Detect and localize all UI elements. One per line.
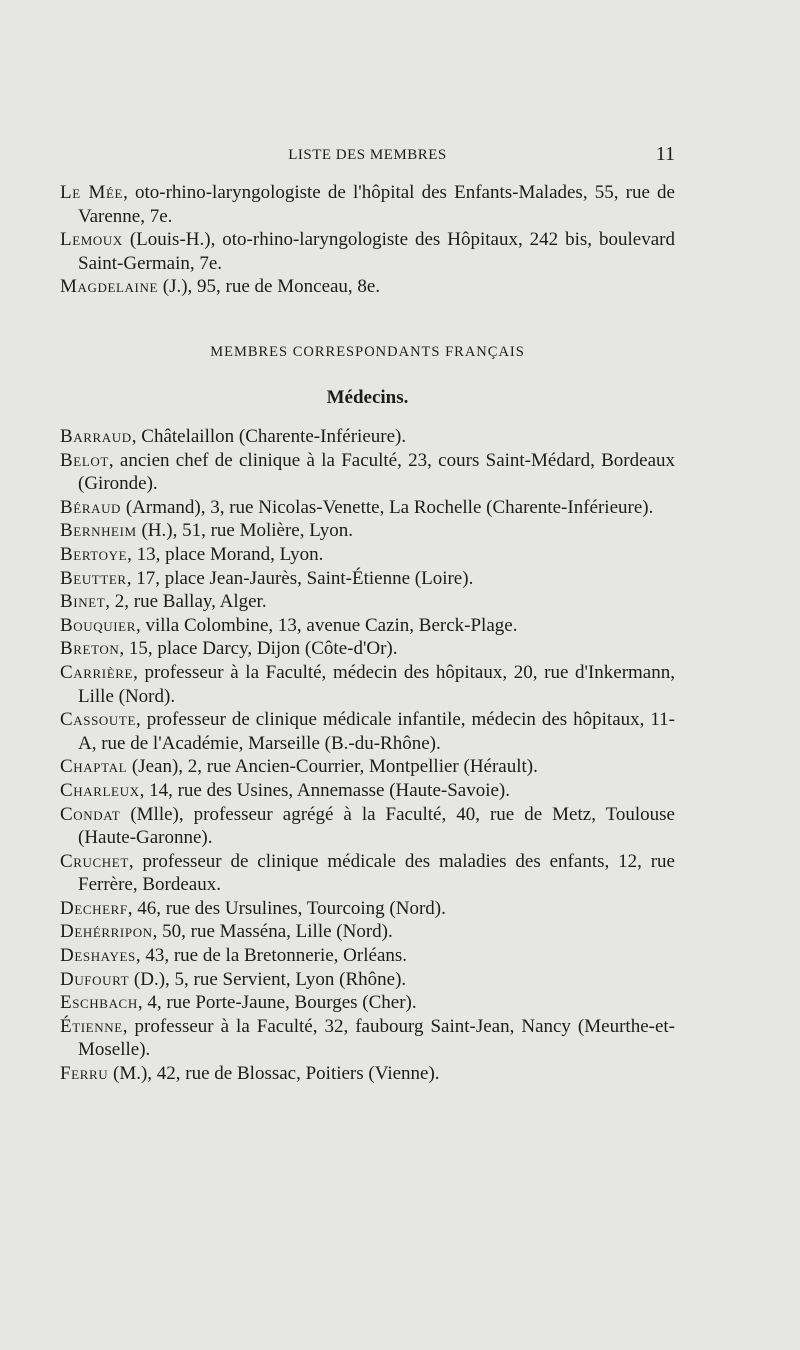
member-name: Étienne bbox=[60, 1015, 123, 1037]
member-entry bbox=[60, 661, 675, 708]
member-details: , professeur à la Faculté, médecin des hôpitaux, 20, rue d'Inkermann, Lille (Nord). bbox=[78, 661, 675, 707]
member-entry bbox=[60, 614, 675, 638]
member-details: , professeur de clinique médicale infantile, médecin des hôpitaux, 11-A, rue de l'Académie, Marseille (B.-du-Rhône). bbox=[78, 709, 675, 754]
member-list-medecins bbox=[60, 425, 675, 1086]
member-details: , 13, place Morand, Lyon. bbox=[127, 543, 324, 565]
member-name: Charleux bbox=[60, 779, 140, 801]
member-name: Magdelaine bbox=[60, 276, 158, 298]
member-entry bbox=[60, 590, 675, 614]
member-name: Dufourt bbox=[60, 968, 130, 990]
member-entry bbox=[60, 228, 675, 275]
member-name: Deshayes bbox=[60, 945, 136, 967]
member-name: Condat bbox=[60, 803, 121, 825]
member-name: Beutter bbox=[60, 567, 127, 589]
member-entry bbox=[60, 1015, 675, 1062]
member-entry bbox=[60, 708, 675, 755]
member-entry bbox=[60, 1062, 675, 1086]
member-details: , 15, place Darcy, Dijon (Côte-d'Or). bbox=[119, 638, 398, 660]
page-number: 11 bbox=[655, 143, 675, 165]
member-name: Dehérripon bbox=[60, 921, 153, 943]
section-title: MEMBRES CORRESPONDANTS FRANÇAIS bbox=[210, 344, 525, 360]
member-name: Breton bbox=[60, 638, 120, 660]
member-details: (D.), 5, rue Servient, Lyon (Rhône). bbox=[129, 968, 407, 990]
member-list-top bbox=[60, 181, 675, 299]
member-name: Eschbach bbox=[60, 992, 138, 1014]
member-entry bbox=[60, 496, 675, 520]
member-details: , 4, rue Porte-Jaune, Bourges (Cher). bbox=[137, 992, 417, 1014]
member-details: , professeur à la Faculté, 32, faubourg Saint-Jean, Nancy (Meurthe-et-Moselle). bbox=[78, 1015, 675, 1061]
member-entry bbox=[60, 181, 675, 228]
member-details: , 14, rue des Usines, Annemasse (Haute-Savoie). bbox=[139, 779, 511, 801]
member-details: , professeur de clinique médicale des maladies des enfants, 12, rue Ferrère, Bordeaux. bbox=[78, 850, 675, 896]
member-name: Béraud bbox=[60, 496, 122, 518]
member-details: , 50, rue Masséna, Lille (Nord). bbox=[152, 921, 393, 943]
member-name: Cruchet bbox=[60, 850, 129, 872]
member-entry bbox=[60, 755, 675, 779]
running-head: LISTE DES MEMBRES bbox=[288, 147, 447, 163]
member-details: (H.), 51, rue Molière, Lyon. bbox=[136, 520, 354, 542]
member-details: , ancien chef de clinique à la Faculté, 23, cours Saint-Médard, Bordeaux (Gironde). bbox=[78, 449, 675, 495]
member-entry bbox=[60, 637, 675, 661]
member-entry bbox=[60, 850, 675, 897]
member-entry bbox=[60, 944, 675, 968]
member-name: Bernheim bbox=[60, 520, 137, 542]
subsection-title: Médecins. bbox=[326, 387, 409, 408]
member-details: , villa Colombine, 13, avenue Cazin, Berck-Plage. bbox=[135, 614, 518, 636]
member-details: (Armand), 3, rue Nicolas-Venette, La Rochelle (Charente-Inférieure). bbox=[121, 496, 654, 518]
member-name: Cassoute bbox=[60, 709, 136, 731]
member-details: (M.), 42, rue de Blossac, Poitiers (Vienne). bbox=[108, 1063, 440, 1085]
member-details: , 2, rue Ballay, Alger. bbox=[105, 591, 267, 613]
member-entry bbox=[60, 920, 675, 944]
member-entry bbox=[60, 803, 675, 850]
member-details: , 17, place Jean-Jaurès, Saint-Étienne (Loire). bbox=[126, 567, 474, 589]
member-name: Decherf bbox=[60, 897, 128, 919]
member-name: Le Mée bbox=[60, 182, 124, 203]
member-name: Binet bbox=[60, 591, 106, 613]
member-name: Bouquier bbox=[60, 614, 136, 636]
member-name: Carrière bbox=[60, 661, 134, 683]
member-details: , 46, rue des Ursulines, Tourcoing (Nord). bbox=[127, 897, 446, 919]
page-header bbox=[60, 143, 675, 171]
member-details: , 43, rue de la Bretonnerie, Orléans. bbox=[135, 945, 408, 967]
member-entry bbox=[60, 779, 675, 803]
member-name: Bertoye bbox=[60, 543, 128, 565]
member-entry bbox=[60, 519, 675, 543]
member-name: Barraud bbox=[60, 426, 132, 447]
member-name: Lemoux bbox=[60, 229, 123, 251]
member-details: , Châtelaillon (Charente-Inférieure). bbox=[131, 426, 407, 447]
member-details: (J.), 95, rue de Monceau, 8e. bbox=[158, 276, 381, 298]
member-entry bbox=[60, 425, 675, 449]
member-entry bbox=[60, 275, 675, 299]
member-details: (Mlle), professeur agrégé à la Faculté, 40, rue de Metz, Toulouse (Haute-Garonne). bbox=[78, 803, 675, 849]
member-entry bbox=[60, 968, 675, 992]
member-details: (Louis-H.), oto-rhino-laryngologiste des Hôpitaux, 242 bis, boulevard Saint-Germain, 7e. bbox=[78, 229, 675, 274]
member-name: Chaptal bbox=[60, 756, 128, 778]
member-name: Ferru bbox=[60, 1063, 109, 1085]
member-entry bbox=[60, 567, 675, 591]
member-entry bbox=[60, 543, 675, 567]
member-details: , oto-rhino-laryngologiste de l'hôpital des Enfants-Malades, 55, rue de Varenne, 7e. bbox=[78, 182, 675, 227]
member-details: (Jean), 2, rue Ancien-Courrier, Montpellier (Hérault). bbox=[127, 756, 538, 778]
member-entry bbox=[60, 897, 675, 921]
member-name: Belot bbox=[60, 449, 109, 471]
member-entry bbox=[60, 449, 675, 496]
member-entry bbox=[60, 991, 675, 1015]
